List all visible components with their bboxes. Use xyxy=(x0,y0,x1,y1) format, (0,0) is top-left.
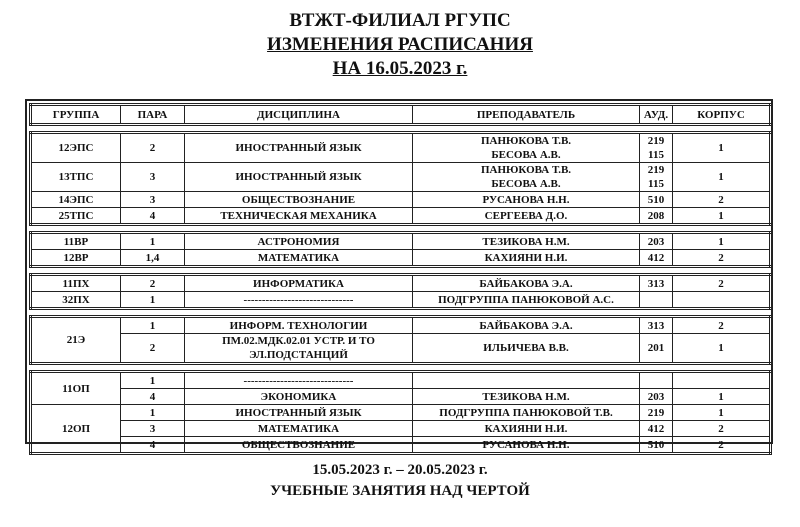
column-header-room: АУД. xyxy=(640,105,673,125)
cell-para: 1,4 xyxy=(121,250,185,267)
cell-teacher: БАЙБАКОВА Э.А. xyxy=(413,317,640,334)
table-header xyxy=(29,103,772,126)
cell-discipline: МАТЕМАТИКА xyxy=(185,250,413,267)
cell-group: 25ТПС xyxy=(31,208,121,225)
schedule-block xyxy=(29,315,772,365)
table-row xyxy=(31,334,771,364)
cell-discipline: АСТРОНОМИЯ xyxy=(185,233,413,250)
cell-teacher: КАХИЯНИ Н.И. xyxy=(413,421,640,437)
cell-teacher: ПАНЮКОВА Т.В. БЕСОВА А.В. xyxy=(413,133,640,163)
document-title: ИЗМЕНЕНИЯ РАСПИСАНИЯ xyxy=(267,34,533,55)
cell-group: 11ВР xyxy=(31,233,121,250)
cell-room: 219 xyxy=(640,405,673,421)
cell-group: 12ВР xyxy=(31,250,121,267)
cell-discipline: ------------------------------ xyxy=(185,372,413,389)
cell-teacher xyxy=(413,372,640,389)
cell-para: 4 xyxy=(121,208,185,225)
cell-building: 1 xyxy=(673,163,771,192)
table-row xyxy=(31,233,771,250)
cell-room: 203 xyxy=(640,233,673,250)
cell-group: 12ОП xyxy=(31,405,121,454)
cell-room: 412 xyxy=(640,250,673,267)
cell-para: 3 xyxy=(121,421,185,437)
table-row xyxy=(31,192,771,208)
cell-discipline: ТЕХНИЧЕСКАЯ МЕХАНИКА xyxy=(185,208,413,225)
document-date: НА 16.05.2023 г. xyxy=(332,58,468,79)
cell-building: 1 xyxy=(673,405,771,421)
cell-discipline: ОБЩЕСТВОЗНАНИЕ xyxy=(185,437,413,454)
cell-discipline: ИНОСТРАННЫЙ ЯЗЫК xyxy=(185,163,413,192)
cell-group: 21Э xyxy=(31,317,121,364)
cell-building xyxy=(673,292,771,309)
column-header-building: КОРПУС xyxy=(673,105,771,125)
cell-group: 11ОП xyxy=(31,372,121,405)
table-row xyxy=(31,133,771,163)
table-row xyxy=(31,208,771,225)
footer-date-range: 15.05.2023 г. – 20.05.2023 г. xyxy=(312,462,488,478)
column-header-discipline: ДИСЦИПЛИНА xyxy=(185,105,413,125)
cell-room: 201 xyxy=(640,334,673,364)
cell-discipline: ИНФОРМ. ТЕХНОЛОГИИ xyxy=(185,317,413,334)
cell-room: 219 115 xyxy=(640,163,673,192)
cell-room: 313 xyxy=(640,275,673,292)
cell-room xyxy=(640,292,673,309)
cell-building: 2 xyxy=(673,437,771,454)
cell-teacher: ТЕЗИКОВА Н.М. xyxy=(413,233,640,250)
cell-group: 14ЭПС xyxy=(31,192,121,208)
cell-para: 1 xyxy=(121,292,185,309)
cell-room: 219 115 xyxy=(640,133,673,163)
cell-teacher: ПАНЮКОВА Т.В. БЕСОВА А.В. xyxy=(413,163,640,192)
cell-discipline: ------------------------------ xyxy=(185,292,413,309)
cell-building xyxy=(673,372,771,389)
cell-group: 32ПХ xyxy=(31,292,121,309)
cell-teacher: ИЛЬИЧЕВА В.В. xyxy=(413,334,640,364)
cell-teacher: СЕРГЕЕВА Д.О. xyxy=(413,208,640,225)
column-header-pair: ПАРА xyxy=(121,105,185,125)
cell-teacher: РУСАНОВА Н.Н. xyxy=(413,192,640,208)
table-row xyxy=(31,372,771,389)
cell-group: 11ПХ xyxy=(31,275,121,292)
cell-para: 2 xyxy=(121,334,185,364)
table-row xyxy=(31,317,771,334)
table-row xyxy=(31,405,771,421)
table-row xyxy=(31,421,771,437)
schedule-table xyxy=(25,99,773,451)
cell-discipline: ПМ.02.МДК.02.01 УСТР. И ТО ЭЛ.ПОДСТАНЦИЙ xyxy=(185,334,413,364)
cell-building: 1 xyxy=(673,389,771,405)
table-row xyxy=(31,389,771,405)
cell-building: 2 xyxy=(673,250,771,267)
cell-para: 3 xyxy=(121,192,185,208)
cell-teacher: РУСАНОВА Н.Н. xyxy=(413,437,640,454)
footer-note: УЧЕБНЫЕ ЗАНЯТИЯ НАД ЧЕРТОЙ xyxy=(270,483,530,499)
cell-para: 4 xyxy=(121,389,185,405)
schedule-block xyxy=(29,370,772,455)
schedule-block xyxy=(29,273,772,310)
table-row xyxy=(31,275,771,292)
cell-discipline: МАТЕМАТИКА xyxy=(185,421,413,437)
cell-teacher: ТЕЗИКОВА Н.М. xyxy=(413,389,640,405)
cell-room xyxy=(640,372,673,389)
schedule-block xyxy=(29,131,772,226)
cell-para: 2 xyxy=(121,275,185,292)
cell-room: 412 xyxy=(640,421,673,437)
college-title: ВТЖТ-ФИЛИАЛ РГУПС xyxy=(289,10,511,31)
column-header-teacher: ПРЕПОДАВАТЕЛЬ xyxy=(413,105,640,125)
table-row xyxy=(31,292,771,309)
cell-building: 2 xyxy=(673,317,771,334)
cell-discipline: ЭКОНОМИКА xyxy=(185,389,413,405)
cell-teacher: ПОДГРУППА ПАНЮКОВОЙ Т.В. xyxy=(413,405,640,421)
table-row xyxy=(31,437,771,454)
cell-para: 4 xyxy=(121,437,185,454)
cell-teacher: ПОДГРУППА ПАНЮКОВОЙ А.С. xyxy=(413,292,640,309)
cell-room: 313 xyxy=(640,317,673,334)
cell-room: 208 xyxy=(640,208,673,225)
cell-room: 203 xyxy=(640,389,673,405)
cell-room: 510 xyxy=(640,437,673,454)
cell-building: 1 xyxy=(673,233,771,250)
cell-discipline: ИНОСТРАННЫЙ ЯЗЫК xyxy=(185,405,413,421)
cell-para: 1 xyxy=(121,233,185,250)
cell-building: 2 xyxy=(673,192,771,208)
cell-building: 1 xyxy=(673,208,771,225)
cell-building: 1 xyxy=(673,133,771,163)
cell-building: 1 xyxy=(673,334,771,364)
cell-group: 12ЭПС xyxy=(31,133,121,163)
cell-para: 1 xyxy=(121,317,185,334)
cell-teacher: БАЙБАКОВА Э.А. xyxy=(413,275,640,292)
cell-para: 1 xyxy=(121,372,185,389)
cell-discipline: ИНФОРМАТИКА xyxy=(185,275,413,292)
table-row xyxy=(31,250,771,267)
cell-discipline: ОБЩЕСТВОЗНАНИЕ xyxy=(185,192,413,208)
cell-building: 2 xyxy=(673,275,771,292)
cell-discipline: ИНОСТРАННЫЙ ЯЗЫК xyxy=(185,133,413,163)
column-header-group: ГРУППА xyxy=(31,105,121,125)
cell-para: 3 xyxy=(121,163,185,192)
schedule-block xyxy=(29,231,772,268)
table-row xyxy=(31,163,771,192)
cell-room: 510 xyxy=(640,192,673,208)
cell-para: 2 xyxy=(121,133,185,163)
cell-building: 2 xyxy=(673,421,771,437)
cell-group: 13ТПС xyxy=(31,163,121,192)
cell-teacher: КАХИЯНИ Н.И. xyxy=(413,250,640,267)
cell-para: 1 xyxy=(121,405,185,421)
